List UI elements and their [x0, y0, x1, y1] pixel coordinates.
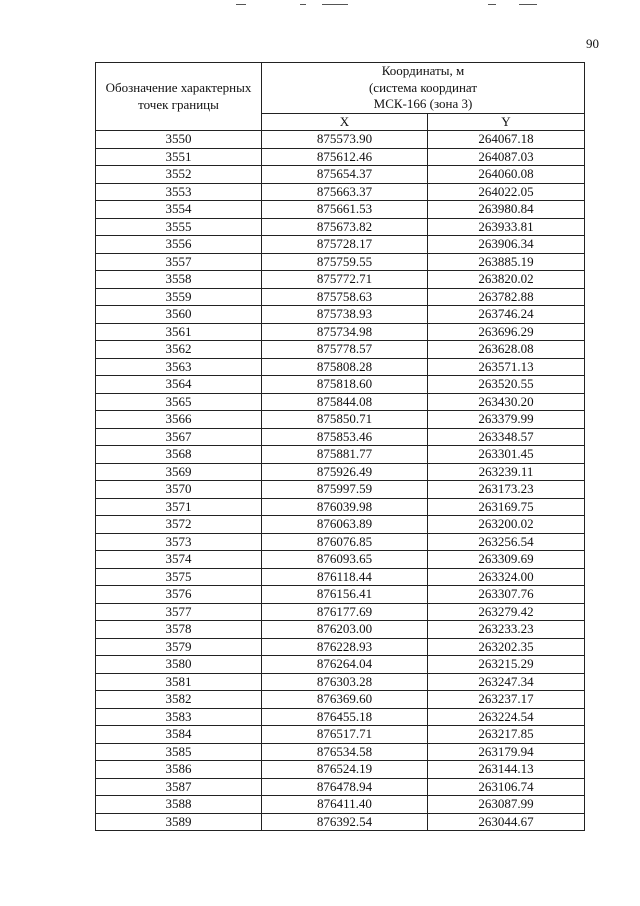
x-coordinate-cell: 875663.37 [262, 183, 428, 201]
point-id-cell: 3551 [96, 148, 262, 166]
x-coordinate-cell: 876478.94 [262, 778, 428, 796]
table-row [96, 656, 585, 674]
table-row [96, 621, 585, 639]
x-coordinate-cell: 876039.98 [262, 498, 428, 516]
point-id-cell: 3578 [96, 621, 262, 639]
coordinates-table [95, 62, 585, 831]
x-coordinate-cell: 875818.60 [262, 376, 428, 394]
y-coordinate-cell: 263044.67 [428, 813, 585, 831]
y-coordinate-cell: 263885.19 [428, 253, 585, 271]
y-coordinate-cell: 263279.42 [428, 603, 585, 621]
x-coordinate-cell: 875808.28 [262, 358, 428, 376]
table-row [96, 201, 585, 219]
y-coordinate-cell: 263247.34 [428, 673, 585, 691]
x-coordinate-cell: 875844.08 [262, 393, 428, 411]
x-coordinate-cell: 875772.71 [262, 271, 428, 289]
header-points: Обозначение характерных точек границы [96, 63, 262, 131]
point-id-cell: 3568 [96, 446, 262, 464]
point-id-cell: 3583 [96, 708, 262, 726]
y-coordinate-cell: 263087.99 [428, 796, 585, 814]
table-row [96, 726, 585, 744]
point-id-cell: 3563 [96, 358, 262, 376]
point-id-cell: 3560 [96, 306, 262, 324]
y-coordinate-cell: 263324.00 [428, 568, 585, 586]
y-coordinate-cell: 263106.74 [428, 778, 585, 796]
y-coordinate-cell: 263571.13 [428, 358, 585, 376]
table-row [96, 306, 585, 324]
point-id-cell: 3585 [96, 743, 262, 761]
point-id-cell: 3562 [96, 341, 262, 359]
table-row [96, 691, 585, 709]
point-id-cell: 3567 [96, 428, 262, 446]
point-id-cell: 3553 [96, 183, 262, 201]
x-coordinate-cell: 876524.19 [262, 761, 428, 779]
y-coordinate-cell: 263239.11 [428, 463, 585, 481]
point-id-cell: 3571 [96, 498, 262, 516]
point-id-cell: 3575 [96, 568, 262, 586]
point-id-cell: 3573 [96, 533, 262, 551]
table-row [96, 358, 585, 376]
x-coordinate-cell: 875758.63 [262, 288, 428, 306]
y-coordinate-cell: 263200.02 [428, 516, 585, 534]
table-row [96, 271, 585, 289]
x-coordinate-cell: 876303.28 [262, 673, 428, 691]
y-coordinate-cell: 263628.08 [428, 341, 585, 359]
x-coordinate-cell: 875661.53 [262, 201, 428, 219]
table-row [96, 148, 585, 166]
point-id-cell: 3566 [96, 411, 262, 429]
table-row [96, 708, 585, 726]
y-coordinate-cell: 263237.17 [428, 691, 585, 709]
x-coordinate-cell: 875612.46 [262, 148, 428, 166]
x-coordinate-cell: 875654.37 [262, 166, 428, 184]
table-row [96, 813, 585, 831]
x-coordinate-cell: 876517.71 [262, 726, 428, 744]
point-id-cell: 3556 [96, 236, 262, 254]
y-coordinate-cell: 264022.05 [428, 183, 585, 201]
y-coordinate-cell: 263169.75 [428, 498, 585, 516]
point-id-cell: 3589 [96, 813, 262, 831]
table-row [96, 166, 585, 184]
table-row [96, 411, 585, 429]
y-coordinate-cell: 263379.99 [428, 411, 585, 429]
y-coordinate-cell: 264060.08 [428, 166, 585, 184]
x-coordinate-cell: 875738.93 [262, 306, 428, 324]
table-row [96, 236, 585, 254]
point-id-cell: 3581 [96, 673, 262, 691]
y-coordinate-cell: 263233.23 [428, 621, 585, 639]
table-row [96, 603, 585, 621]
table-row [96, 183, 585, 201]
table-row [96, 778, 585, 796]
table-row [96, 586, 585, 604]
y-coordinate-cell: 263520.55 [428, 376, 585, 394]
point-id-cell: 3565 [96, 393, 262, 411]
table-row [96, 288, 585, 306]
point-id-cell: 3554 [96, 201, 262, 219]
y-coordinate-cell: 263224.54 [428, 708, 585, 726]
table-row [96, 796, 585, 814]
y-coordinate-cell: 263144.13 [428, 761, 585, 779]
y-coordinate-cell: 263980.84 [428, 201, 585, 219]
x-coordinate-cell: 876411.40 [262, 796, 428, 814]
x-coordinate-cell: 875728.17 [262, 236, 428, 254]
y-coordinate-cell: 264067.18 [428, 131, 585, 149]
header-y: Y [428, 113, 585, 131]
x-coordinate-cell: 876076.85 [262, 533, 428, 551]
x-coordinate-cell: 875853.46 [262, 428, 428, 446]
y-coordinate-cell: 263820.02 [428, 271, 585, 289]
table-row [96, 131, 585, 149]
table-row [96, 638, 585, 656]
x-coordinate-cell: 875778.57 [262, 341, 428, 359]
x-coordinate-cell: 875734.98 [262, 323, 428, 341]
table-row [96, 551, 585, 569]
y-coordinate-cell: 263696.29 [428, 323, 585, 341]
y-coordinate-cell: 263782.88 [428, 288, 585, 306]
point-id-cell: 3552 [96, 166, 262, 184]
x-coordinate-cell: 876392.54 [262, 813, 428, 831]
point-id-cell: 3586 [96, 761, 262, 779]
point-id-cell: 3584 [96, 726, 262, 744]
y-coordinate-cell: 263430.20 [428, 393, 585, 411]
table-row [96, 516, 585, 534]
x-coordinate-cell: 876093.65 [262, 551, 428, 569]
x-coordinate-cell: 876264.04 [262, 656, 428, 674]
y-coordinate-cell: 263179.94 [428, 743, 585, 761]
x-coordinate-cell: 875850.71 [262, 411, 428, 429]
table-row [96, 568, 585, 586]
point-id-cell: 3582 [96, 691, 262, 709]
point-id-cell: 3579 [96, 638, 262, 656]
header-x: X [262, 113, 428, 131]
x-coordinate-cell: 876534.58 [262, 743, 428, 761]
table-row [96, 446, 585, 464]
x-coordinate-cell: 875997.59 [262, 481, 428, 499]
x-coordinate-cell: 876203.00 [262, 621, 428, 639]
table-row [96, 253, 585, 271]
point-id-cell: 3587 [96, 778, 262, 796]
x-coordinate-cell: 875881.77 [262, 446, 428, 464]
x-coordinate-cell: 875926.49 [262, 463, 428, 481]
x-coordinate-cell: 875573.90 [262, 131, 428, 149]
point-id-cell: 3564 [96, 376, 262, 394]
table-row [96, 498, 585, 516]
point-id-cell: 3561 [96, 323, 262, 341]
table-row [96, 481, 585, 499]
table-row [96, 533, 585, 551]
header-coordinates [262, 63, 585, 114]
header-coords-line2: (система координат [368, 79, 478, 95]
table-row [96, 761, 585, 779]
table-row [96, 463, 585, 481]
y-coordinate-cell: 263217.85 [428, 726, 585, 744]
x-coordinate-cell: 876177.69 [262, 603, 428, 621]
point-id-cell: 3576 [96, 586, 262, 604]
point-id-cell: 3577 [96, 603, 262, 621]
x-coordinate-cell: 876369.60 [262, 691, 428, 709]
header-coords-line3: МСК-166 (зона 3) [373, 96, 473, 111]
scan-edge-marks [0, 2, 640, 8]
x-coordinate-cell: 876228.93 [262, 638, 428, 656]
table-row [96, 218, 585, 236]
point-id-cell: 3574 [96, 551, 262, 569]
y-coordinate-cell: 263301.45 [428, 446, 585, 464]
y-coordinate-cell: 263906.34 [428, 236, 585, 254]
table-row [96, 393, 585, 411]
point-id-cell: 3570 [96, 481, 262, 499]
point-id-cell: 3580 [96, 656, 262, 674]
point-id-cell: 3572 [96, 516, 262, 534]
header-coords-line1: Координаты, м [381, 63, 465, 78]
header-row [96, 63, 585, 114]
point-id-cell: 3550 [96, 131, 262, 149]
x-coordinate-cell: 876455.18 [262, 708, 428, 726]
point-id-cell: 3555 [96, 218, 262, 236]
x-coordinate-cell: 876156.41 [262, 586, 428, 604]
y-coordinate-cell: 264087.03 [428, 148, 585, 166]
point-id-cell: 3559 [96, 288, 262, 306]
table-row [96, 428, 585, 446]
x-coordinate-cell: 875759.55 [262, 253, 428, 271]
y-coordinate-cell: 263215.29 [428, 656, 585, 674]
point-id-cell: 3569 [96, 463, 262, 481]
table-row [96, 673, 585, 691]
y-coordinate-cell: 263256.54 [428, 533, 585, 551]
table-row [96, 323, 585, 341]
page-number: 90 [586, 36, 599, 51]
x-coordinate-cell: 876063.89 [262, 516, 428, 534]
x-coordinate-cell: 876118.44 [262, 568, 428, 586]
x-coordinate-cell: 875673.82 [262, 218, 428, 236]
y-coordinate-cell: 263933.81 [428, 218, 585, 236]
table-row [96, 743, 585, 761]
point-id-cell: 3558 [96, 271, 262, 289]
table-row [96, 376, 585, 394]
y-coordinate-cell: 263309.69 [428, 551, 585, 569]
y-coordinate-cell: 263348.57 [428, 428, 585, 446]
table-row [96, 341, 585, 359]
y-coordinate-cell: 263173.23 [428, 481, 585, 499]
y-coordinate-cell: 263746.24 [428, 306, 585, 324]
y-coordinate-cell: 263202.35 [428, 638, 585, 656]
y-coordinate-cell: 263307.76 [428, 586, 585, 604]
point-id-cell: 3588 [96, 796, 262, 814]
point-id-cell: 3557 [96, 253, 262, 271]
